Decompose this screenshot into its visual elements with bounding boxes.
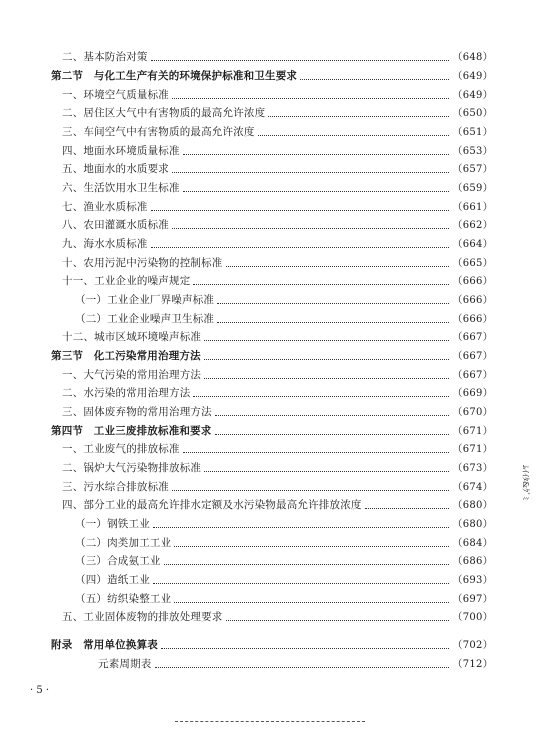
toc-entry[interactable]	[62, 459, 493, 475]
dot-leader	[164, 564, 450, 565]
toc-entry-title: 三、固体废弃物的常用治理方法	[62, 406, 212, 418]
toc-entry-title: 二、水污染的常用治理方法	[62, 387, 191, 399]
toc-entry[interactable]	[62, 104, 493, 120]
toc-entry[interactable]	[62, 496, 493, 512]
dot-leader	[183, 452, 450, 453]
toc-entry-title: 第二节 与化工生产有关的环境保护标准和卫生要求	[51, 70, 298, 82]
toc-entry-page: （700）	[452, 612, 493, 623]
dot-leader	[151, 210, 450, 211]
toc-entry-page: （693）	[452, 575, 493, 586]
toc-entry-page: （686）	[452, 556, 493, 567]
dot-leader	[172, 490, 449, 491]
toc-entry-page: （670）	[452, 407, 493, 418]
dot-leader	[215, 434, 450, 435]
dot-leader	[193, 396, 449, 397]
toc-entry-page: （666）	[452, 276, 493, 287]
toc-entry-title: （五）纺织染整工业	[75, 593, 172, 605]
toc-entry-page: （653）	[452, 146, 493, 157]
toc-entry[interactable]	[62, 366, 493, 382]
toc-section-entry[interactable]	[51, 422, 493, 438]
dot-leader	[172, 228, 449, 229]
toc-entry-title: 四、地面水环境质量标准	[62, 145, 180, 157]
toc-entry[interactable]	[62, 216, 493, 232]
dot-leader	[183, 191, 450, 192]
dot-leader	[153, 583, 450, 584]
toc-entry[interactable]	[62, 198, 493, 214]
toc-entry-title: （三）合成氨工业	[75, 555, 161, 567]
toc-entry-page: （673）	[452, 463, 493, 474]
dot-leader	[155, 667, 450, 668]
dot-leader	[217, 303, 449, 304]
toc-entry-page: （697）	[452, 594, 493, 605]
toc-entry-page: （649）	[452, 71, 493, 82]
toc-entry-page: （657）	[452, 164, 493, 175]
toc-entry-page: （702）	[452, 640, 493, 651]
toc-entry[interactable]	[75, 571, 493, 587]
toc-entry-page: （684）	[452, 538, 493, 549]
toc-entry-title: （一）工业企业厂界噪声标准	[75, 294, 215, 306]
toc-entry-title: 四、部分工业的最高允许排水定额及水污染物最高允许排放浓度	[62, 499, 362, 511]
page-number: · 5 ·	[30, 685, 50, 696]
toc-entry[interactable]	[75, 590, 493, 606]
toc-entry-page: （680）	[452, 500, 493, 511]
toc-entry-page: （674）	[452, 482, 493, 493]
toc-entry-page: （661）	[452, 202, 493, 213]
toc-entry[interactable]	[62, 254, 493, 270]
toc-entry-page: （680）	[452, 519, 493, 530]
toc-entry-title: （二）肉类加工工业	[75, 537, 172, 549]
margin-handwritten-mark: ﾑｲｲﾀ&ｸﾞﾐ	[521, 465, 530, 501]
toc-entry-page: （712）	[452, 659, 493, 670]
toc-entry-title: 第四节 工业三废排放标准和要求	[51, 425, 212, 437]
toc-entry[interactable]	[75, 552, 493, 568]
toc-entry-page: （665）	[452, 258, 493, 269]
toc-entry-title: 十一、工业企业的噪声规定	[62, 275, 191, 287]
dot-leader	[161, 648, 449, 649]
dot-leader	[151, 60, 450, 61]
toc-entry-page: （662）	[452, 220, 493, 231]
toc-entry[interactable]	[62, 48, 493, 64]
toc-entry-page: （666）	[452, 314, 493, 325]
dot-leader	[151, 247, 450, 248]
toc-entry[interactable]	[62, 403, 493, 419]
toc-entry-page: （650）	[452, 108, 493, 119]
toc-entry-title: 六、生活饮用水卫生标准	[62, 182, 180, 194]
toc-entry[interactable]	[62, 86, 493, 102]
toc-entry[interactable]	[62, 384, 493, 400]
toc-entry-page: （649）	[452, 90, 493, 101]
dot-leader	[226, 266, 450, 267]
dot-leader	[153, 527, 450, 528]
toc-entry-title: （一）钢铁工业	[75, 518, 150, 530]
toc-entry-title: 附录 常用单位换算表	[51, 639, 158, 651]
toc-entry-title: 第三节 化工污染常用治理方法	[51, 350, 201, 362]
dot-leader	[217, 322, 449, 323]
dot-leader	[174, 602, 449, 603]
toc-entry-title: 二、基本防治对策	[62, 51, 148, 63]
toc-entry-page: （671）	[452, 426, 493, 437]
toc-entry-title: 一、大气污染的常用治理方法	[62, 369, 202, 381]
toc-entry-title: 三、车间空气中有害物质的最高允许浓度	[62, 126, 255, 138]
toc-entry[interactable]	[62, 179, 493, 195]
toc-entry-title: 一、工业废气的排放标准	[62, 443, 180, 455]
dot-leader	[204, 378, 449, 379]
toc-entry[interactable]	[62, 608, 493, 624]
toc-entry-title: （四）造纸工业	[75, 574, 150, 586]
dot-leader	[215, 415, 450, 416]
toc-entry[interactable]	[62, 478, 493, 494]
toc-entry-page: （667）	[452, 351, 493, 362]
toc-section-entry[interactable]	[51, 347, 493, 363]
toc-entry-title: 八、农田灌溉水质标准	[62, 219, 169, 231]
toc-entry-page: （667）	[452, 370, 493, 381]
toc-entry-page: （648）	[452, 52, 493, 63]
dot-leader	[300, 79, 449, 80]
toc-entry[interactable]	[98, 655, 493, 671]
dot-leader	[174, 546, 449, 547]
dot-leader	[172, 98, 449, 99]
toc-entry[interactable]	[75, 515, 493, 531]
toc-entry[interactable]	[62, 440, 493, 456]
toc-entry-page: （671）	[452, 444, 493, 455]
toc-entry-page: （669）	[452, 388, 493, 399]
toc-entry-title: （二）工业企业噪声卫生标准	[75, 313, 215, 325]
dot-leader	[204, 471, 449, 472]
toc-entry[interactable]	[75, 310, 493, 326]
footer-rule	[175, 720, 365, 722]
toc-entry-title: 九、海水水质标准	[62, 238, 148, 250]
toc-entry-title: 二、居住区大气中有害物质的最高允许浓度	[62, 107, 266, 119]
dot-leader	[204, 359, 450, 360]
dot-leader	[204, 340, 449, 341]
toc-entry-page: （664）	[452, 239, 493, 250]
toc-entry-title: 十二、城市区域环境噪声标准	[62, 331, 202, 343]
toc-entry-page: （667）	[452, 332, 493, 343]
toc-entry-title: 五、工业固体废物的排放处理要求	[62, 611, 223, 623]
dot-leader	[268, 116, 449, 117]
toc-entry[interactable]	[62, 235, 493, 251]
toc-entry-title: 一、环境空气质量标准	[62, 89, 169, 101]
dot-leader	[226, 620, 450, 621]
toc-entry[interactable]	[62, 272, 493, 288]
toc-section-entry[interactable]	[51, 636, 493, 652]
dot-leader	[183, 154, 450, 155]
toc-entry[interactable]	[62, 328, 493, 344]
toc-entry-title: 元素周期表	[98, 658, 152, 670]
toc-entry[interactable]	[62, 160, 493, 176]
toc-entry-title: 十、农用污泥中污染物的控制标准	[62, 257, 223, 269]
dot-leader	[172, 172, 449, 173]
toc-entry-title: 二、锅炉大气污染物排放标准	[62, 462, 202, 474]
toc-entry-title: 五、地面水的水质要求	[62, 163, 169, 175]
dot-leader	[258, 135, 450, 136]
toc-entry-page: （659）	[452, 183, 493, 194]
toc-section-entry[interactable]	[51, 67, 493, 83]
toc-entry[interactable]	[62, 123, 493, 139]
dot-leader	[365, 508, 450, 509]
toc-entry[interactable]	[75, 534, 493, 550]
dot-leader	[193, 284, 449, 285]
toc-entry-title: 七、渔业水质标准	[62, 201, 148, 213]
toc-entry-page: （651）	[452, 127, 493, 138]
toc-entry[interactable]	[62, 142, 493, 158]
toc-entry-title: 三、污水综合排放标准	[62, 481, 169, 493]
toc-entry[interactable]	[75, 291, 493, 307]
toc-entry-page: （666）	[452, 295, 493, 306]
